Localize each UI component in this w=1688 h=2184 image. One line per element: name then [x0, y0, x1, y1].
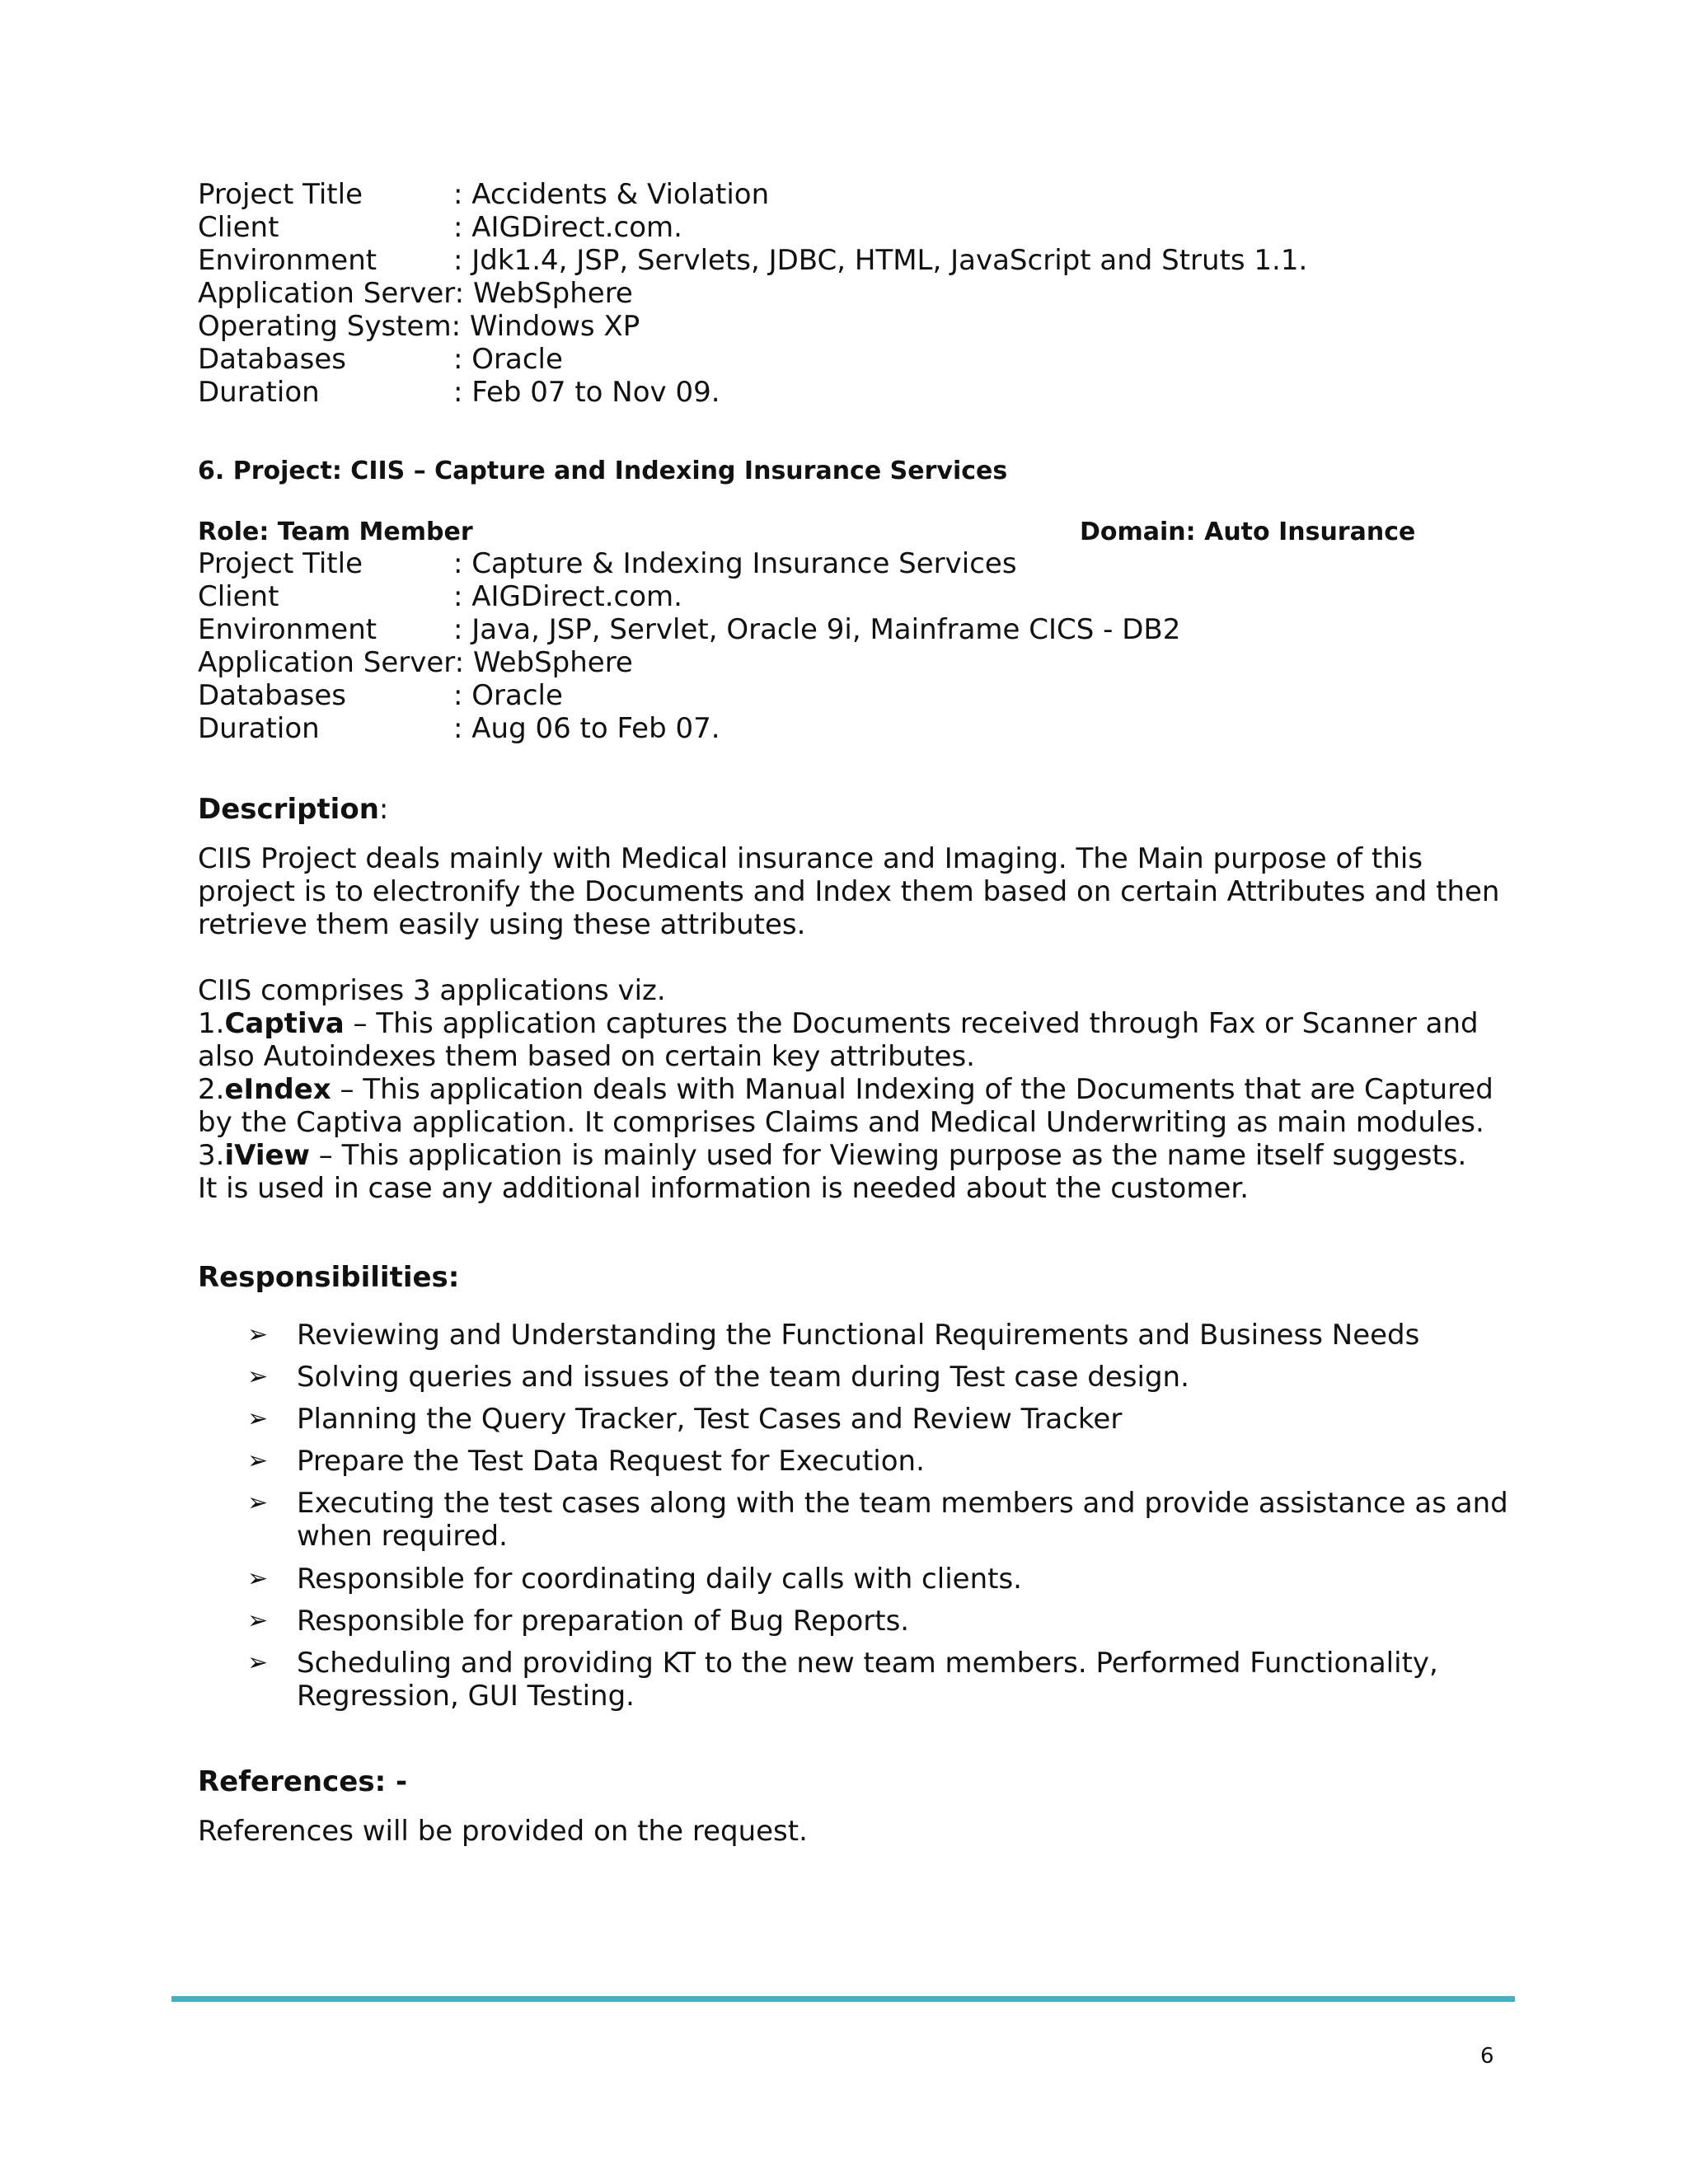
project5-duration-value: : Feb 07 to Nov 09.	[453, 376, 720, 409]
project5-environment-value: : Jdk1.4, JSP, Servlets, JDBC, HTML, JavaScript and Struts 1.1.	[453, 244, 1308, 277]
project6-duration-value: : Aug 06 to Feb 07.	[453, 712, 720, 745]
app1-name: Captiva	[224, 1007, 345, 1040]
list-item-text: Solving queries and issues of the team during Test case design.	[297, 1361, 1189, 1394]
app2-number: 2.	[198, 1073, 225, 1106]
app2-desc: – This application deals with Manual Indexing of the Documents that are Captured	[331, 1073, 1493, 1106]
responsibilities-heading: Responsibilities:	[198, 1261, 460, 1294]
list-item-text: Planning the Query Tracker, Test Cases and Review Tracker	[297, 1403, 1123, 1436]
project5-client-value: : AIGDirect.com.	[453, 211, 682, 244]
project6-domain: Domain: Auto Insurance	[1080, 518, 1416, 546]
app2-name: eIndex	[224, 1073, 331, 1106]
description-heading-colon: :	[378, 793, 389, 826]
app1-line-2: also Autoindexes them based on certain key attributes.	[198, 1040, 975, 1073]
project6-app-server: Application Server: WebSphere	[198, 646, 633, 679]
description-para-line-2: project is to electronify the Documents and Index them based on certain Attributes and then	[198, 875, 1500, 908]
app3-line-1	[198, 1139, 1466, 1172]
list-item-text: Reviewing and Understanding the Functional Requirements and Business Needs	[297, 1319, 1420, 1352]
app1-line-1	[198, 1007, 1479, 1040]
project5-databases-value: : Oracle	[453, 343, 563, 376]
project5-client-label: Client	[198, 211, 279, 244]
arrow-bullet-icon: ➢	[247, 1606, 269, 1635]
app1-desc: – This application captures the Documents received through Fax or Scanner and	[344, 1007, 1479, 1040]
app1-number: 1.	[198, 1007, 225, 1040]
list-item-text: Executing the test cases along with the team members and provide assistance as and when required.	[297, 1487, 1508, 1553]
app3-number: 3.	[198, 1139, 225, 1172]
project6-client-label: Client	[198, 580, 279, 613]
list-item-text: Prepare the Test Data Request for Execution.	[297, 1445, 925, 1478]
project6-role: Role: Team Member	[198, 518, 473, 546]
arrow-bullet-icon: ➢	[247, 1648, 269, 1677]
footer-rule	[171, 1996, 1515, 2002]
references-text: References will be provided on the request.	[198, 1815, 808, 1848]
project5-environment-label: Environment	[198, 244, 377, 277]
project6-heading: 6. Project: CIIS – Capture and Indexing Insurance Services	[198, 457, 1008, 485]
description-heading-line	[198, 793, 388, 826]
project5-app-server: Application Server: WebSphere	[198, 277, 633, 310]
description-heading: Description	[198, 793, 379, 826]
project5-operating-system: Operating System: Windows XP	[198, 310, 640, 343]
app2-line-2: by the Captiva application. It comprises Claims and Medical Underwriting as main modules.	[198, 1106, 1484, 1139]
project6-title-value: : Capture & Indexing Insurance Services	[453, 547, 1017, 580]
project5-title-value: : Accidents & Violation	[453, 178, 770, 211]
project5-databases-label: Databases	[198, 343, 346, 376]
arrow-bullet-icon: ➢	[247, 1320, 269, 1349]
description-para-line-1: CIIS Project deals mainly with Medical insurance and Imaging. The Main purpose of this	[198, 842, 1423, 875]
project6-environment-label: Environment	[198, 613, 377, 646]
list-item-text: Responsible for preparation of Bug Reports.	[297, 1605, 910, 1638]
project6-duration-label: Duration	[198, 712, 320, 745]
arrow-bullet-icon: ➢	[247, 1446, 269, 1475]
app2-line-1	[198, 1073, 1493, 1106]
arrow-bullet-icon: ➢	[247, 1404, 269, 1433]
references-heading: References: -	[198, 1765, 408, 1798]
description-para-line-3: retrieve them easily using these attributes.	[198, 908, 806, 941]
arrow-bullet-icon: ➢	[247, 1564, 269, 1593]
project6-databases-value: : Oracle	[453, 679, 563, 712]
list-item-text: Responsible for coordinating daily calls with clients.	[297, 1563, 1022, 1596]
arrow-bullet-icon: ➢	[247, 1488, 269, 1517]
app3-desc: – This application is mainly used for Viewing purpose as the name itself suggests.	[309, 1139, 1467, 1172]
project6-title-label: Project Title	[198, 547, 363, 580]
project5-duration-label: Duration	[198, 376, 320, 409]
app3-line-2: It is used in case any additional information is needed about the customer.	[198, 1172, 1250, 1205]
app3-name: iView	[224, 1139, 310, 1172]
description-intro: CIIS comprises 3 applications viz.	[198, 974, 666, 1007]
project5-title-label: Project Title	[198, 178, 363, 211]
list-item-text: Scheduling and providing KT to the new team members. Performed Functionality, Regression, GUI Testing.	[297, 1647, 1438, 1713]
page-number: 6	[1480, 2044, 1494, 2069]
arrow-bullet-icon: ➢	[247, 1362, 269, 1391]
project6-environment-value: : Java, JSP, Servlet, Oracle 9i, Mainframe CICS - DB2	[453, 613, 1181, 646]
project6-databases-label: Databases	[198, 679, 346, 712]
project6-client-value: : AIGDirect.com.	[453, 580, 682, 613]
